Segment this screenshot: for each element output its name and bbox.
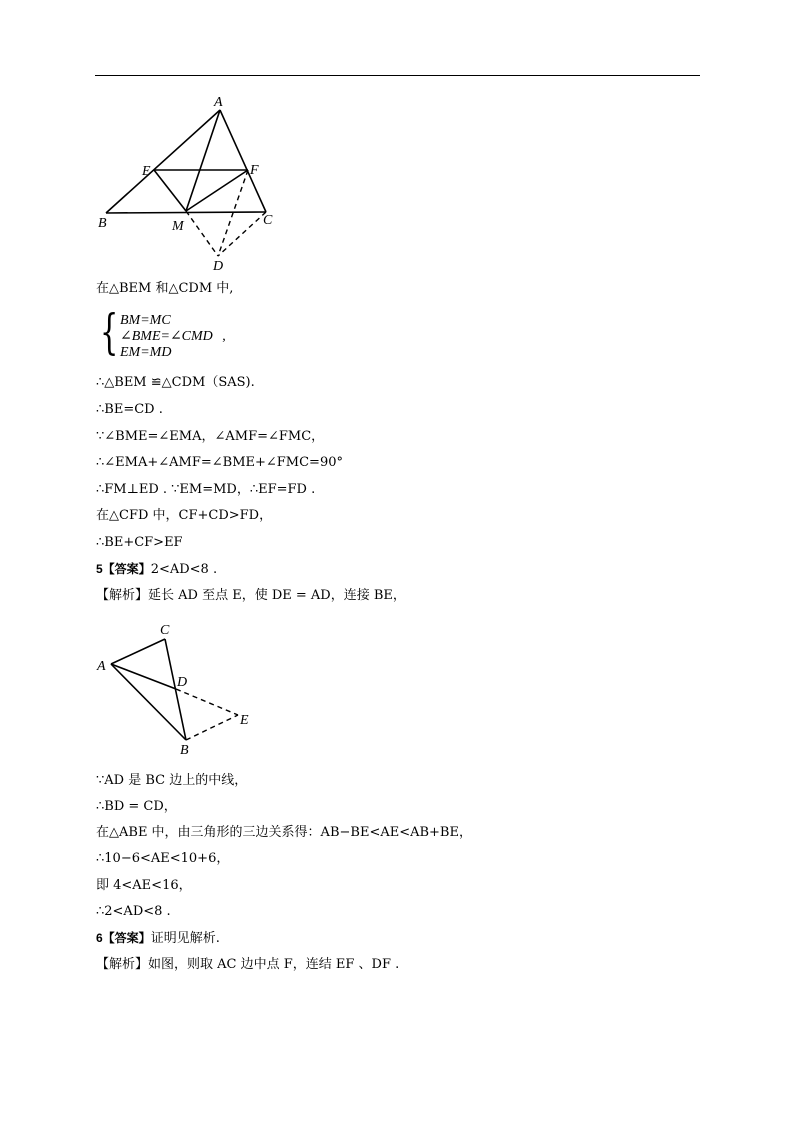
text-line-6: ∴FM⊥ED . ∵EM=MD，∴EF=FD . xyxy=(96,482,316,497)
system-eq-1: BM=MC xyxy=(120,313,171,328)
q6-analysis xyxy=(96,956,399,974)
seg2-ad xyxy=(111,664,176,689)
q6-number: 6【答案】 xyxy=(96,931,151,945)
seg-md xyxy=(186,211,218,256)
label2-d: D xyxy=(177,675,188,690)
text-line-m4: ∴10−6<AE<10+6， xyxy=(96,851,230,866)
text-line-4: ∵∠BME=∠EMA，∠AMF=∠FMC， xyxy=(96,429,325,444)
label-f: F xyxy=(250,163,259,178)
label-d: D xyxy=(213,259,224,274)
system-brace: { xyxy=(100,304,119,360)
seg-em xyxy=(154,170,186,211)
q5-analysis-tag: 【解析】 xyxy=(96,588,149,603)
text-line-8: ∴BE+CF>EF xyxy=(96,535,183,550)
seg2-be xyxy=(186,715,238,740)
text-line-7: 在△CFD 中，CF+CD>FD， xyxy=(96,508,273,523)
q5-answer xyxy=(96,560,217,579)
text-line-m3: 在△ABE 中，由三角形的三边关系得：AB−BE<AE<AB+BE， xyxy=(96,825,472,840)
q5-analysis xyxy=(96,587,406,605)
label2-c: C xyxy=(160,623,170,638)
q5-analysis-text: 延长 AD 至点 E，使 DE = AD，连接 BE， xyxy=(148,588,406,603)
seg2-de xyxy=(176,689,238,715)
text-line-5: ∴∠EMA+∠AMF=∠BME+∠FMC=90° xyxy=(96,455,343,470)
text-line-2: ∴△BEM ≌△CDM（SAS). xyxy=(96,375,255,390)
label2-e: E xyxy=(240,713,249,728)
q6-answer-text: 证明见解析. xyxy=(150,931,220,946)
label-e: E xyxy=(142,164,151,179)
text-line-1: 在△BEM 和△CDM 中, xyxy=(96,281,234,296)
label-c: C xyxy=(263,213,273,228)
text-line-m2: ∴BD = CD， xyxy=(96,799,177,814)
text-line-m6: ∴2<AD<8 . xyxy=(96,904,171,919)
label-b: B xyxy=(98,216,107,231)
system-eq-3: EM=MD xyxy=(120,345,172,360)
seg-mf xyxy=(186,170,248,211)
seg-ac xyxy=(220,110,266,212)
label-a: A xyxy=(214,95,223,110)
text-line-m1: ∵AD 是 BC 边上的中线， xyxy=(96,773,248,788)
q5-number: 5【答案】 xyxy=(96,562,151,576)
system-eq-2: ∠BME=∠CMD , xyxy=(120,329,226,344)
q5-answer-text: 2<AD<8 . xyxy=(150,562,218,577)
q6-answer xyxy=(96,929,220,948)
seg2-ac xyxy=(111,639,165,664)
q6-analysis-text: 如图，则取 AC 边中点 F，连结 EF 、DF . xyxy=(148,957,400,972)
label2-a: A xyxy=(97,659,106,674)
text-line-m5: 即 4<AE<16， xyxy=(96,878,192,893)
q6-analysis-tag: 【解析】 xyxy=(96,957,149,972)
label-m: M xyxy=(172,219,184,234)
seg2-ab xyxy=(111,664,186,740)
label2-b: B xyxy=(180,743,189,758)
text-line-3: ∴BE=CD . xyxy=(96,402,163,417)
